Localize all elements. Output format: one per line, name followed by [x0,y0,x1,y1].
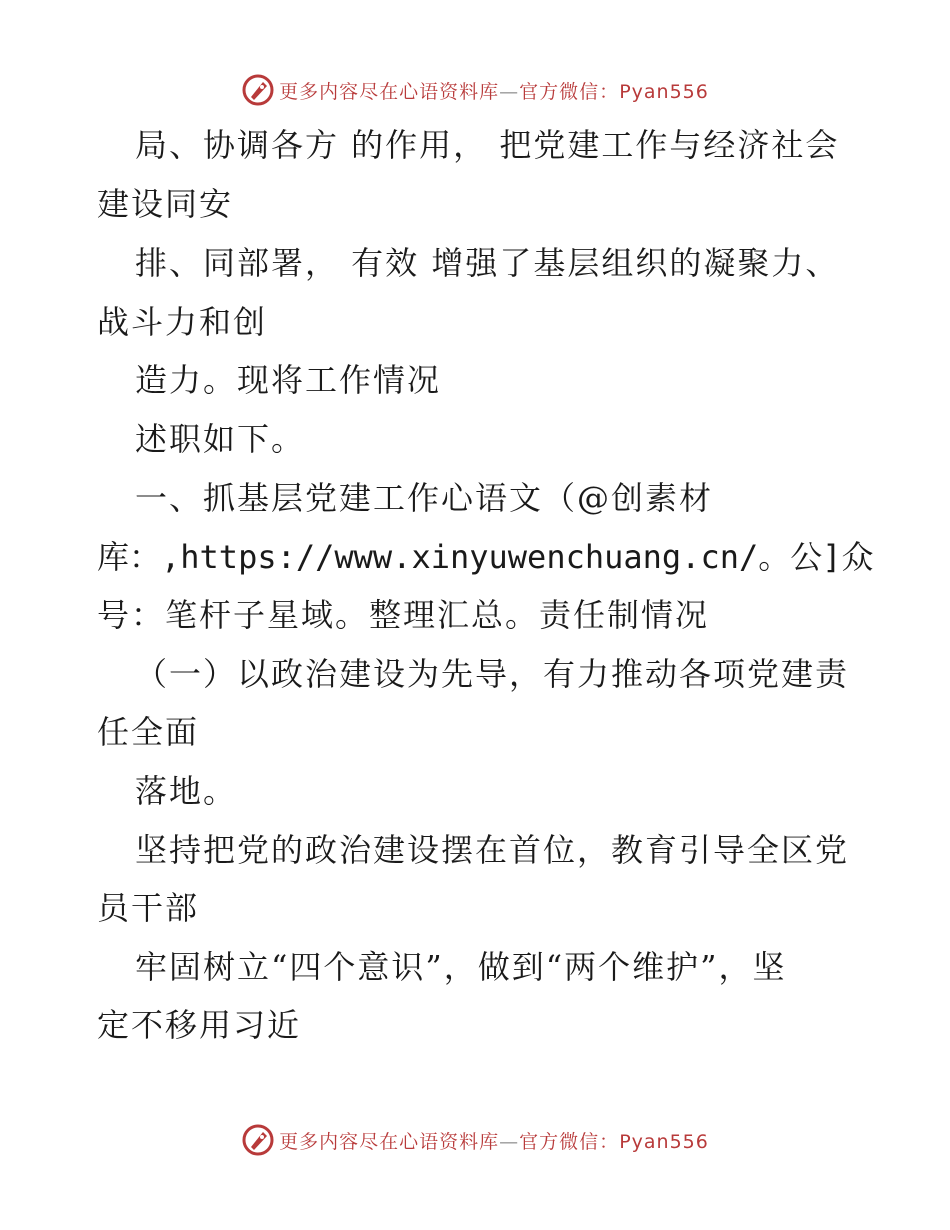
pen-nib-logo-icon [241,1123,275,1157]
body-line: 战斗力和创 [97,303,268,341]
body-line: 局、协调各方 的作用， 把党建工作与经济社会 [135,126,840,164]
footer-site-text: 更多内容尽在心语资料库 [279,1130,500,1153]
body-line: 述职如下。 [135,420,306,458]
body-line: 落地。 [135,772,238,810]
body-line: 牢固树立“四个意识”，做到“两个维护”，坚 [135,948,787,986]
body-line: （一）以政治建设为先导，有力推动各项党建责 [135,655,850,693]
footer-separator: — [499,1130,520,1153]
body-line: 建设同安 [97,185,234,223]
footer-banner [0,1120,950,1160]
body-line: 库：,https://www.xinyuwenchuang.cn/。公]众 [97,538,874,576]
body-line: 排、同部署， 有效 增强了基层组织的凝聚力、 [135,244,840,282]
body-line: 定不移用习近 [97,1006,302,1044]
body-line: 造力。现将工作情况 [135,361,442,399]
header-separator: — [499,80,520,103]
body-line: 坚持把党的政治建设摆在首位，教育引导全区党 [135,831,850,869]
footer-contact-id: Pyan556 [619,1130,709,1153]
body-line: 号：笔杆子星域。整理汇总。责任制情况 [97,596,710,634]
header-site-text: 更多内容尽在心语资料库 [279,80,500,103]
body-line: 任全面 [97,713,200,751]
footer-banner-text [279,1127,709,1154]
body-line: 员干部 [97,889,200,927]
header-contact-text: 官方微信： [519,80,620,103]
body-line: 一、抓基层党建工作心语文（@创素材 [135,479,714,517]
header-contact-id: Pyan556 [619,80,709,103]
footer-contact-text: 官方微信： [519,1130,620,1153]
